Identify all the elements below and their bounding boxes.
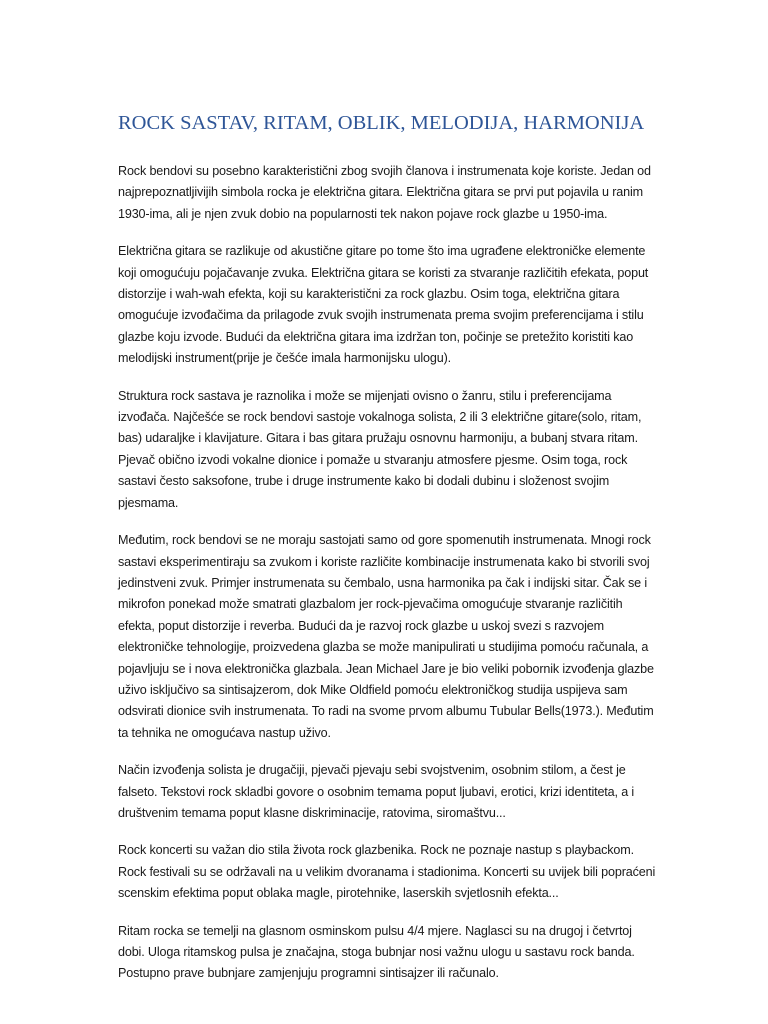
document-title: ROCK SASTAV, RITAM, OBLIK, MELODIJA, HARMONIJA bbox=[118, 112, 645, 134]
paragraph-7: Ritam rocka se temelji na glasnom osminskom pulsu 4/4 mjere. Naglasci su na drugoj i četvrtoj dobi. Uloga ritamskog pulsa je značajna, stoga bubnjar nosi važnu ulogu u sastavu rock banda. Postupno prave bubnjare zamjenjuju programni sintisajzer ili računalo. bbox=[118, 923, 635, 981]
paragraph-1: Rock bendovi su posebno karakteristični zbog svojih članova i instrumenata koje koriste. Jedan od najprepoznatljivijih simbola rocka je električna gitara. Električna gitara se prvi put pojavila u ranim 1930-ima, ali je njen zvuk dobio na popularnosti tek nakon pojave rock glazbe u 1950-ima. bbox=[118, 164, 651, 221]
paragraph-4: Međutim, rock bendovi se ne moraju sastojati samo od gore spomenutih instrumenata. Mnogi rock sastavi eksperimentiraju sa zvukom i koriste različite kombinacije instrumenata kako bi stvorili svoj jedinstveni zvuk. Primjer instrumenata su čembalo, usna harmonika pa čak i indijski sitar. Čak se i mikrofon ponekad može smatrati glazbalom jer rock-pjevačima omogućuje stvaranje različitih efekta, poput distorzije i reverba. Budući da je razvoj rock glazbe u uskoj svezi s razvojem elektroničke tehnologije, proizvedena glazba se može manipulirati u studijima pomoću računala, a pojavljuju se i nova elektronička glazbala. Jean Michael Jare je bio veliki pobornik izvođenja glazbe uživo isključivo sa sintisajzerom, dok Mike Oldfield pomoću elektroničkog studija uspijeva sam odsvirati dionice svih instrumenata. To radi na svome prvom albumu Tubular Bells(1973.). Međutim ta tehnika ne omogućava nastup uživo. bbox=[118, 533, 654, 740]
paragraph-3: Struktura rock sastava je raznolika i može se mijenjati ovisno o žanru, stilu i preferencijama izvođača. Najčešće se rock bendovi sastoje vokalnoga solista, 2 ili 3 električne gitare(solo, ritam, bas) udaraljke i klavijature. Gitara i bas gitara pružaju osnovnu harmoniju, a bubanj stvara ritam. Pjevač obično izvodi vokalne dionice i pomaže u stvaranju atmosfere pjesme. Osim toga, rock sastavi često saksofone, trube i druge instrumente kako bi dodali dubinu i složenost svojim pjesmama. bbox=[118, 388, 642, 510]
paragraph-2: Električna gitara se razlikuje od akustične gitare po tome što ima ugrađene elektroničke elemente koji omogućuju pojačavanje zvuka. Električna gitara se koristi za stvaranje različitih efekata, poput distorzije i wah-wah efekta, koji su karakteristični za rock glazbu. Osim toga, električna gitara omogućuje izvođačima da prilagode zvuk svojih instrumenata prema svojim preferencijama i stilu glazbe koju izvode. Budući da električna gitara ima izdržan ton, počinje se pretežito koristiti kao melodijski instrument(prije je češće imala harmonijsku ulogu). bbox=[118, 244, 649, 366]
document-body bbox=[118, 161, 658, 1001]
paragraph-5: Način izvođenja solista je drugačiji, pjevači pjevaju sebi svojstvenim, osobnim stilom, a čest je falseto. Tekstovi rock skladbi govore o osobnim temama poput ljubavi, erotici, krizi identiteta, a i društvenim temama poput klasne diskriminacije, ratovima, siromaštvu... bbox=[118, 763, 635, 820]
paragraph-6: Rock koncerti su važan dio stila života rock glazbenika. Rock ne poznaje nastup s playbackom. Rock festivali su se održavali na u velikim dvoranama i stadionima. Koncerti su uvijek bili popraćeni scenskim efektima poput oblaka magle, pirotehnike, laserskih svjetlosnih efekta... bbox=[118, 843, 656, 901]
